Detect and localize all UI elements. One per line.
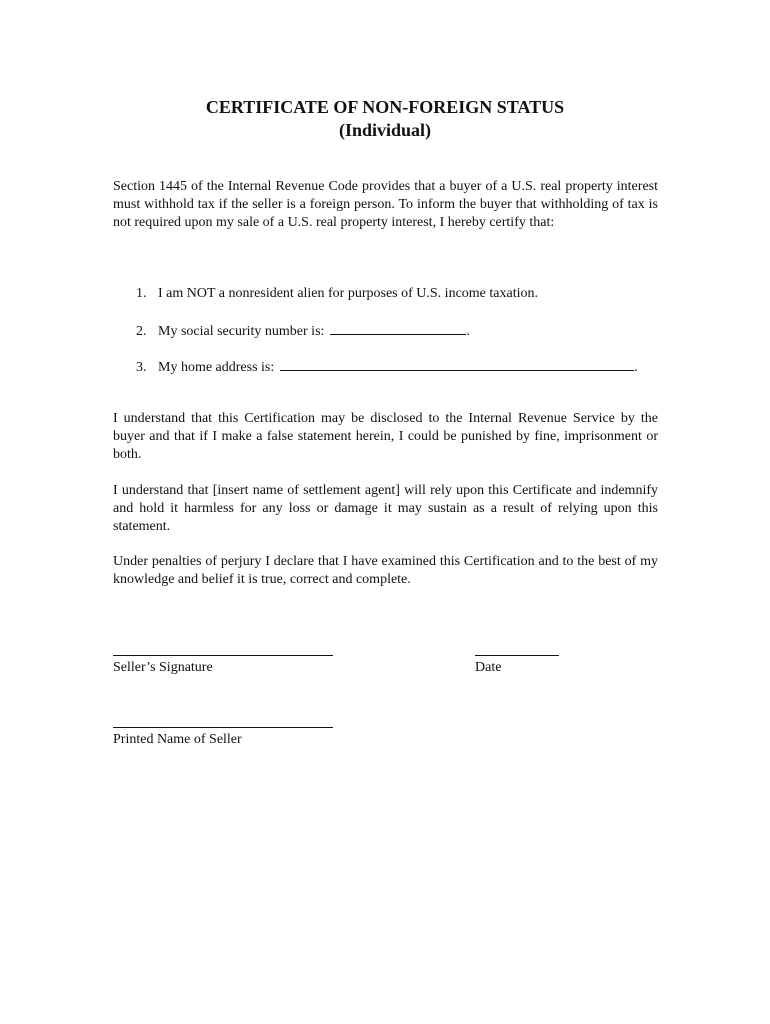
- list-item-ssn: [136, 321, 470, 341]
- list-item-nonresident: [136, 285, 538, 303]
- seller-signature-label: Seller’s Signature: [113, 660, 213, 675]
- list-item-number: 1.: [136, 286, 147, 301]
- intro-paragraph: Section 1445 of the Internal Revenue Code provides that a buyer of a U.S. real property interest must withhold tax if the seller is a foreign person. To inform the buyer that withholding of tax is not required upon my sale of a U.S. real property interest, I hereby certify that:: [113, 179, 658, 230]
- document-title: CERTIFICATE OF NON-FOREIGN STATUS: [205, 97, 565, 117]
- ssn-field[interactable]: [330, 321, 466, 335]
- printed-name-label: Printed Name of Seller: [113, 732, 242, 747]
- home-address-field[interactable]: [280, 357, 634, 371]
- perjury-paragraph: Under penalties of perjury I declare that I have examined this Certification and to the best of my knowledge and belief it is true, correct and complete.: [113, 554, 658, 587]
- list-item-text: My social security number is:: [158, 324, 325, 339]
- list-item-number: 3.: [136, 360, 147, 375]
- disclosure-paragraph: I understand that this Certification may be disclosed to the Internal Revenue Service by the buyer and that if I make a false statement herein, I could be punished by fine, imprisonment or both.: [113, 411, 658, 462]
- date-line[interactable]: [475, 655, 559, 656]
- list-item-number: 2.: [136, 324, 147, 339]
- seller-signature-line[interactable]: [113, 655, 333, 656]
- list-item-address: [136, 357, 638, 377]
- indemnify-paragraph: I understand that [insert name of settlement agent] will rely upon this Certificate and indemnify and hold it harmless for any loss or damage it may sustain as a result of relying upon this statement.: [113, 483, 658, 534]
- date-label: Date: [475, 660, 502, 675]
- list-item-text: My home address is:: [158, 360, 275, 375]
- list-item-suffix: .: [466, 324, 470, 339]
- list-item-suffix: .: [634, 360, 638, 375]
- document-subtitle: (Individual): [338, 120, 432, 140]
- printed-name-line[interactable]: [113, 727, 333, 728]
- list-item-text: I am NOT a nonresident alien for purposes of U.S. income taxation.: [158, 286, 538, 301]
